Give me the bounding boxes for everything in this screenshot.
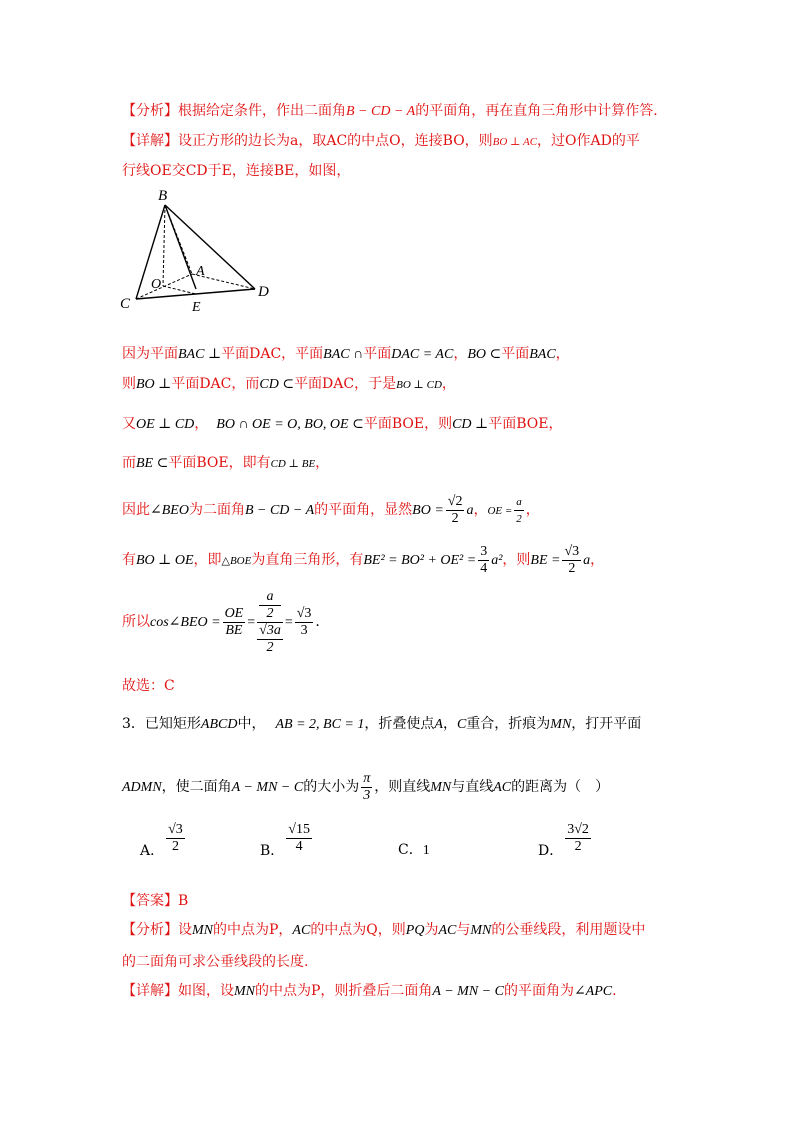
answer-prev: 故选：C <box>122 678 175 694</box>
edge-BE <box>165 205 196 289</box>
step-line-6: 有BO ⊥ OE，即△BOE为直角三角形，有BE² = BO² + OE² = $\frac{3}{4}$ a²，则BE = $\frac{√3}{2}$ a， <box>122 543 605 576</box>
dihedral-angle-expr: B − CD − A <box>346 104 416 119</box>
pyramid-figure <box>112 186 282 316</box>
option-c[interactable]: C．1 <box>398 842 430 858</box>
label-B: B <box>158 188 168 204</box>
detail-tag: 【详解】 <box>122 133 178 149</box>
step-line-1: 因为平面BAC ⊥平面DAC，平面BAC ∩平面DAC = AC，BO ⊂平面BAC， <box>122 346 570 362</box>
question-3-line-2: ADMN，使二面角A − MN − C的大小为 $\frac{\pi}{3}$ ，则直线MN与直线AC的距离为（ ） <box>122 770 610 803</box>
analysis-tag: 【分析】 <box>122 103 178 119</box>
edge-OE <box>163 286 196 294</box>
label-C: C <box>120 296 131 312</box>
step-line-7: 所以cos∠BEO = $\frac{OE}{BE}$ = a 2 √3a 2 = $\frac{√3}{3}$ . <box>122 588 320 655</box>
edge-BA <box>165 205 192 274</box>
label-D: D <box>258 284 269 300</box>
option-d[interactable]: D． $\frac{3√2}{2}$ <box>538 822 589 859</box>
step-line-3: 又OE ⊥ CD， BO ∩ OE = O, BO, OE ⊂平面BOE，则CD ⊥平面BOE， <box>122 416 563 432</box>
analysis-3-line-2: 的二面角可求公垂线段的长度. <box>122 954 309 970</box>
analysis-line: 【分析】根据给定条件，作出二面角B − CD − A的平面角，再在直角三角形中计算作答. <box>122 103 658 119</box>
step-line-5: 因此∠BEO为二面角B − CD − A的平面角，显然BO = $\frac{√2}{2}$ a，OE = $\frac{a}{2}$ ， <box>122 493 540 526</box>
option-b[interactable]: B． $\frac{√15}{4}$ <box>260 822 310 859</box>
analysis-3-line-1: 【分析】设MN的中点为P，AC的中点为Q，则PQ为AC与MN的公垂线段，利用题设中 <box>122 922 646 938</box>
label-A: A <box>196 264 205 279</box>
step-line-4: 而BE ⊂平面BOE，即有CD ⊥ BE， <box>122 455 330 471</box>
detail-3-line: 【详解】如图，设MN的中点为P，则折叠后二面角A − MN − C的平面角为∠APC. <box>122 983 617 999</box>
edge-BD <box>165 205 255 289</box>
step-line-2: 则BO ⊥平面DAC，而CD ⊂平面DAC，于是BO ⊥ CD， <box>122 376 456 392</box>
label-E: E <box>192 300 201 315</box>
detail-line-1: 【详解】设正方形的边长为a，取AC的中点O，连接BO，则BO ⊥ AC，过O作AD的平 <box>122 133 640 149</box>
edge-BO <box>163 205 165 286</box>
answer-line: 【答案】B <box>122 893 189 909</box>
detail-line-2: 行线OE交CD于E，连接BE，如图， <box>122 163 351 179</box>
question-3-line-1: 3．已知矩形ABCD中， AB = 2, BC = 1，折叠使点A，C重合，折痕为MN，打开平面 <box>122 716 642 732</box>
option-a[interactable]: A． $\frac{√3}{2}$ <box>140 822 183 859</box>
label-O: O <box>151 277 162 292</box>
